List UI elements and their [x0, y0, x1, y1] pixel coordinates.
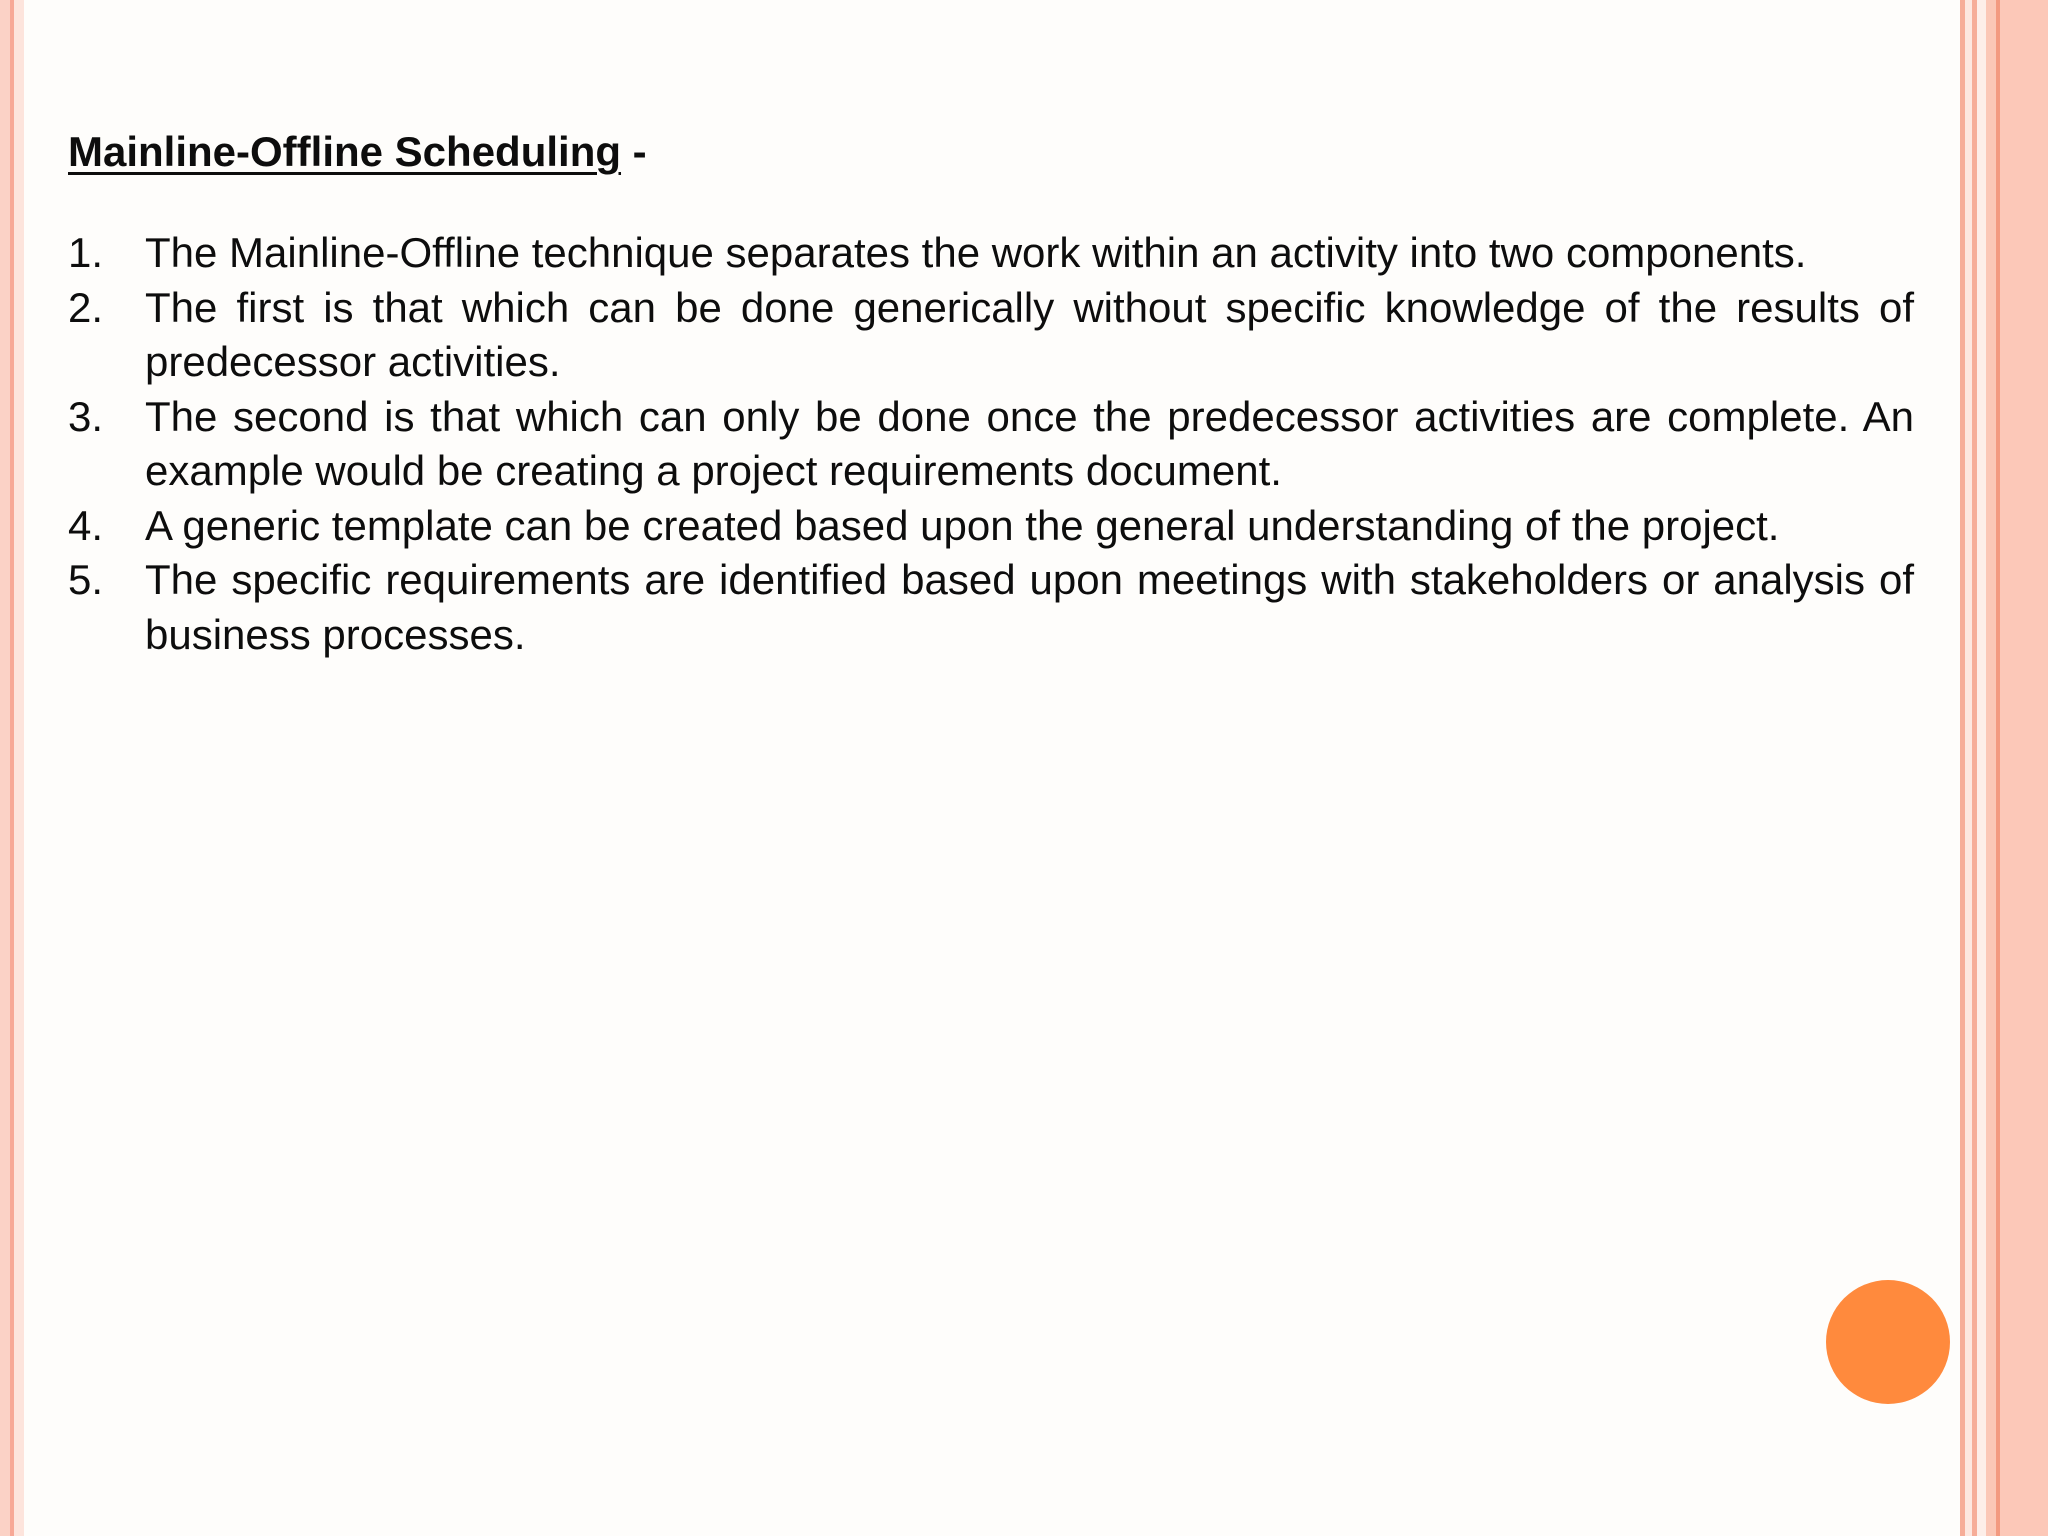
left-border-band — [0, 0, 10, 1536]
list-item — [68, 499, 1914, 554]
left-border-band-inner — [14, 0, 24, 1536]
list-item-text: The first is that which can be done generically without specific knowledge of the results of predecessor activities. — [145, 283, 1914, 385]
right-border-gap — [1977, 0, 1986, 1536]
list-item-text: A generic template can be created based upon the general understanding of the project. — [145, 501, 1780, 549]
slide-content — [68, 120, 1914, 662]
list-item — [68, 390, 1914, 499]
list-item — [68, 281, 1914, 390]
right-border-band-outer — [2000, 0, 2048, 1536]
list-item-text: The specific requirements are identified based upon meetings with stakeholders or analysis of business processes. — [145, 556, 1914, 658]
accent-circle-decoration — [1826, 1280, 1950, 1404]
list-item-number: 1. — [68, 229, 104, 276]
list-item-number: 2. — [68, 283, 104, 331]
slide-title-text: Mainline-Offline Scheduling — [68, 128, 622, 175]
right-border-gap — [1965, 0, 1972, 1536]
list-item-text: The second is that which can only be done once the predecessor activities are complete. An example would be creating a project requirements document. — [145, 392, 1914, 494]
list-item-number: 4. — [68, 501, 104, 549]
list-item — [68, 553, 1914, 662]
list-item-number: 5. — [68, 556, 104, 603]
list-item-text: The Mainline-Offline technique separates the work within an activity into two components. — [145, 229, 1807, 276]
numbered-list — [68, 226, 1914, 662]
slide-title-suffix: - — [621, 128, 647, 175]
list-item — [68, 226, 1914, 281]
list-item-number: 3. — [68, 392, 104, 440]
slide-title — [68, 120, 1914, 184]
right-border-band — [1986, 0, 1996, 1536]
